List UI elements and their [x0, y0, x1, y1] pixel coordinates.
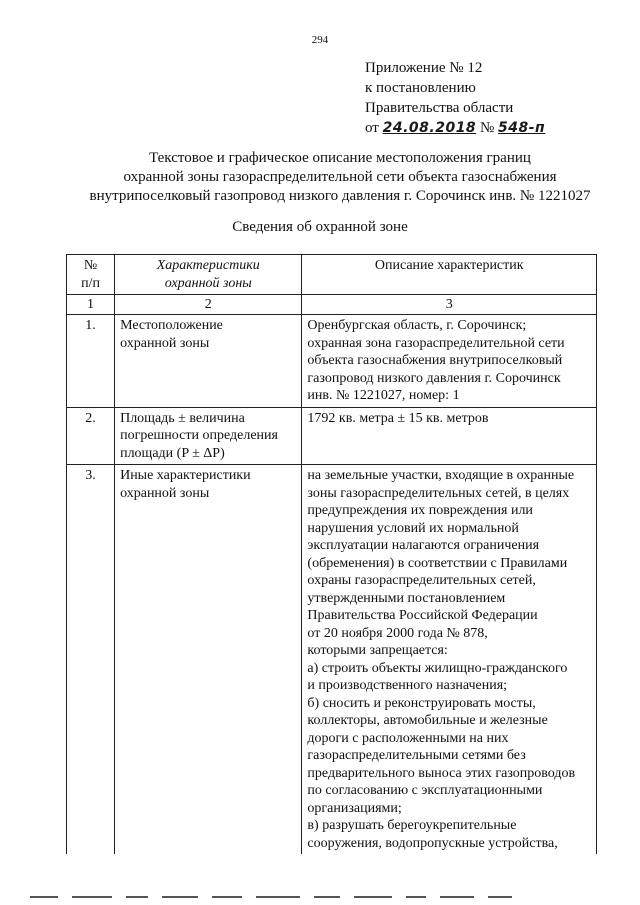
column-number-2: 2 — [115, 295, 302, 315]
row-number: 1. — [67, 315, 115, 408]
row-characteristic: Иные характеристики охранной зоны — [115, 465, 302, 855]
row-characteristic: Местоположение охранной зоны — [115, 315, 302, 408]
appendix-date-line — [365, 118, 545, 138]
scan-artifact — [30, 896, 610, 902]
handwritten-number: 548-п — [498, 120, 546, 136]
column-number-row — [67, 295, 597, 315]
header-number: № п/п — [67, 255, 115, 295]
row-number: 3. — [67, 465, 115, 855]
section-subtitle: Сведения об охранной зоне — [232, 219, 408, 235]
column-number-3: 3 — [302, 295, 597, 315]
appendix-header — [365, 58, 545, 138]
table-row — [67, 465, 597, 855]
header-characteristics: Характеристики охранной зоны — [115, 255, 302, 295]
row-description: 1792 кв. метра ± 15 кв. метров — [302, 407, 597, 465]
title-line-1: Текстовое и графическое описание местоположения границ — [149, 150, 531, 166]
title-line-2: охранной зоны газораспределительной сети объекта газоснабжения — [123, 169, 557, 185]
from-label: от — [365, 120, 379, 136]
page-number: 294 — [311, 34, 329, 46]
appendix-line-3: Правительства области — [365, 100, 514, 116]
header-description: Описание характеристик — [302, 255, 597, 295]
table-row — [67, 407, 597, 465]
protection-zone-table — [66, 254, 597, 854]
table-header-row — [67, 255, 597, 295]
handwritten-date: 24.08.2018 — [382, 120, 477, 136]
appendix-line-2: к постановлению — [365, 80, 476, 96]
number-label: № — [479, 120, 495, 136]
title-line-3: внутрипоселковый газопровод низкого давления г. Сорочинск инв. № 1221027 — [89, 188, 591, 204]
column-number-1: 1 — [67, 295, 115, 315]
row-characteristic: Площадь ± величина погрешности определения площади (P ± ΔP) — [115, 407, 302, 465]
document-title — [70, 149, 610, 206]
row-description: Оренбургская область, г. Сорочинск; охранная зона газораспределительной сети объекта газоснабжения внутрипоселковый газопровод низкого давления г. Сорочинск инв. № 1221027, номер: 1 — [302, 315, 597, 408]
row-description: на земельные участки, входящие в охранные зоны газораспределительных сетей, в целях предупреждения их повреждения или нарушения условий их нормальной эксплуатации налагаются ограничения (обременения) в соответствии с Правилами охраны газораспределительных сетей, утвержденными постановлением Правительства Российской Федерации от 20 ноября 2000 года № 878, которыми запрещается: а) строить объекты жилищно-гражданского и производственного назначения; б) сносить и реконструировать мосты, коллекторы, автомобильные и железные дороги с расположенными на них газораспределительными сетями без предварительного выноса этих газопроводов по согласованию с эксплуатационными организациями; в) разрушать берегоукрепительные сооружения, водопропускные устройства, — [302, 465, 597, 855]
row-number: 2. — [67, 407, 115, 465]
table-row — [67, 315, 597, 408]
appendix-line-1: Приложение № 12 — [365, 60, 483, 76]
